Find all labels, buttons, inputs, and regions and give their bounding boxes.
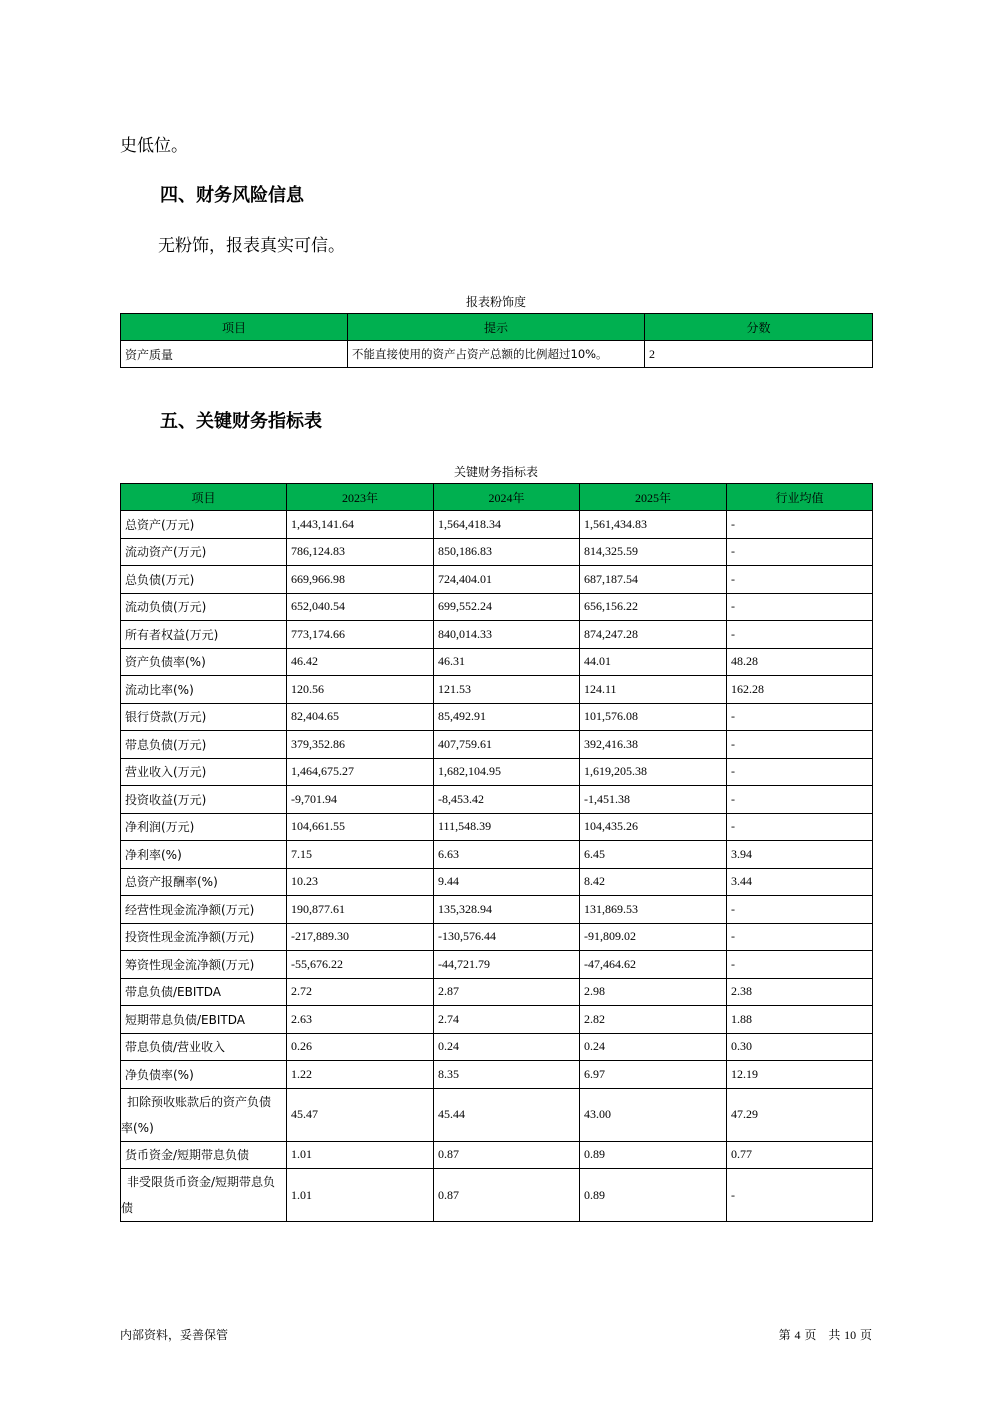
kpi-row-label: 经营性现金流净额(万元) xyxy=(121,896,287,924)
risk-cell-score: 2 xyxy=(645,341,873,368)
table-row xyxy=(121,978,873,1006)
kpi-cell-value: 82,404.65 xyxy=(287,703,434,731)
kpi-row-label: 资产负债率(%) xyxy=(121,648,287,676)
table-row xyxy=(121,341,873,368)
section5-heading: 五、关键财务指标表 xyxy=(160,411,322,432)
kpi-row-label: 扣除预收账款后的资产负债率(%) xyxy=(121,1088,287,1141)
kpi-cell-value: 773,174.66 xyxy=(287,621,434,649)
kpi-table xyxy=(120,483,873,1222)
kpi-row-label: 货币资金/短期带息负债 xyxy=(121,1141,287,1169)
kpi-cell-value: 1.22 xyxy=(287,1061,434,1089)
kpi-cell-value: -130,576.44 xyxy=(434,923,580,951)
kpi-cell-value: - xyxy=(727,951,873,979)
kpi-cell-value: 0.26 xyxy=(287,1033,434,1061)
kpi-row-label: 净利率(%) xyxy=(121,841,287,869)
kpi-row-label: 营业收入(万元) xyxy=(121,758,287,786)
kpi-cell-value: 101,576.08 xyxy=(580,703,727,731)
kpi-cell-value: 407,759.61 xyxy=(434,731,580,759)
table-row xyxy=(121,538,873,566)
table-row xyxy=(121,703,873,731)
kpi-cell-value: 0.24 xyxy=(580,1033,727,1061)
kpi-cell-value: -8,453.42 xyxy=(434,786,580,814)
kpi-table-header-row xyxy=(121,484,873,511)
kpi-cell-value: - xyxy=(727,621,873,649)
kpi-cell-value: - xyxy=(727,538,873,566)
table-row xyxy=(121,758,873,786)
kpi-cell-value: 1.01 xyxy=(287,1169,434,1222)
kpi-cell-value: 1.01 xyxy=(287,1141,434,1169)
kpi-cell-value: 6.63 xyxy=(434,841,580,869)
kpi-row-label: 非受限货币资金/短期带息负债 xyxy=(121,1169,287,1222)
kpi-cell-value: 1,443,141.64 xyxy=(287,511,434,539)
table-row xyxy=(121,511,873,539)
kpi-cell-value: - xyxy=(727,758,873,786)
kpi-cell-value: 190,877.61 xyxy=(287,896,434,924)
kpi-cell-value: -91,809.02 xyxy=(580,923,727,951)
kpi-cell-value: - xyxy=(727,813,873,841)
risk-header-item: 项目 xyxy=(121,314,348,341)
kpi-cell-value: - xyxy=(727,511,873,539)
kpi-row-label: 净利润(万元) xyxy=(121,813,287,841)
table-row xyxy=(121,868,873,896)
page-number xyxy=(779,1326,872,1343)
page-current: 4 xyxy=(794,1328,801,1342)
kpi-cell-value: 12.19 xyxy=(727,1061,873,1089)
kpi-cell-value: 2.72 xyxy=(287,978,434,1006)
kpi-cell-value: 48.28 xyxy=(727,648,873,676)
kpi-cell-value: 7.15 xyxy=(287,841,434,869)
kpi-cell-value: 9.44 xyxy=(434,868,580,896)
kpi-cell-value: 0.89 xyxy=(580,1169,727,1222)
kpi-cell-value: - xyxy=(727,786,873,814)
kpi-cell-value: 10.23 xyxy=(287,868,434,896)
table-row xyxy=(121,1033,873,1061)
risk-cell-hint: 不能直接使用的资产占资产总额的比例超过10%。 xyxy=(348,341,645,368)
kpi-row-label: 流动比率(%) xyxy=(121,676,287,704)
table-row xyxy=(121,786,873,814)
table-row xyxy=(121,1061,873,1089)
kpi-cell-value: 2.87 xyxy=(434,978,580,1006)
kpi-cell-value: 724,404.01 xyxy=(434,566,580,594)
kpi-cell-value: 8.42 xyxy=(580,868,727,896)
page-total: 10 xyxy=(844,1328,857,1342)
kpi-cell-value: 1,682,104.95 xyxy=(434,758,580,786)
kpi-cell-value: 2.82 xyxy=(580,1006,727,1034)
table-row xyxy=(121,731,873,759)
kpi-cell-value: 111,548.39 xyxy=(434,813,580,841)
kpi-cell-value: 850,186.83 xyxy=(434,538,580,566)
kpi-row-label: 净负债率(%) xyxy=(121,1061,287,1089)
kpi-cell-value: 1,561,434.83 xyxy=(580,511,727,539)
kpi-cell-value: 0.89 xyxy=(580,1141,727,1169)
kpi-row-label: 总资产(万元) xyxy=(121,511,287,539)
kpi-row-label: 投资收益(万元) xyxy=(121,786,287,814)
kpi-header-2023: 2023年 xyxy=(287,484,434,511)
kpi-header-2024: 2024年 xyxy=(434,484,580,511)
table-row xyxy=(121,841,873,869)
kpi-cell-value: 874,247.28 xyxy=(580,621,727,649)
kpi-cell-value: 699,552.24 xyxy=(434,593,580,621)
kpi-cell-value: - xyxy=(727,703,873,731)
kpi-cell-value: 0.24 xyxy=(434,1033,580,1061)
kpi-cell-value: 840,014.33 xyxy=(434,621,580,649)
table-row xyxy=(121,923,873,951)
risk-table xyxy=(120,313,873,368)
kpi-cell-value: 131,869.53 xyxy=(580,896,727,924)
section4-heading: 四、财务风险信息 xyxy=(160,185,304,206)
risk-header-score: 分数 xyxy=(645,314,873,341)
kpi-cell-value: 656,156.22 xyxy=(580,593,727,621)
kpi-cell-value: 124.11 xyxy=(580,676,727,704)
kpi-row-label: 带息负债/营业收入 xyxy=(121,1033,287,1061)
table-row xyxy=(121,1141,873,1169)
kpi-cell-value: -55,676.22 xyxy=(287,951,434,979)
table-row xyxy=(121,896,873,924)
kpi-cell-value: 0.30 xyxy=(727,1033,873,1061)
kpi-cell-value: -9,701.94 xyxy=(287,786,434,814)
table-row xyxy=(121,1088,873,1141)
kpi-cell-value: 6.97 xyxy=(580,1061,727,1089)
kpi-cell-value: 45.47 xyxy=(287,1088,434,1141)
kpi-cell-value: 1,564,418.34 xyxy=(434,511,580,539)
kpi-cell-value: -217,889.30 xyxy=(287,923,434,951)
kpi-cell-value: 162.28 xyxy=(727,676,873,704)
kpi-cell-value: 1.88 xyxy=(727,1006,873,1034)
page-prefix: 第 xyxy=(778,1328,791,1342)
kpi-cell-value: 2.98 xyxy=(580,978,727,1006)
kpi-cell-value: 687,187.54 xyxy=(580,566,727,594)
kpi-row-label: 总负债(万元) xyxy=(121,566,287,594)
kpi-cell-value: 135,328.94 xyxy=(434,896,580,924)
kpi-row-label: 带息负债/EBITDA xyxy=(121,978,287,1006)
kpi-cell-value: - xyxy=(727,731,873,759)
kpi-table-caption: 关键财务指标表 xyxy=(453,465,538,479)
kpi-row-label: 筹资性现金流净额(万元) xyxy=(121,951,287,979)
kpi-cell-value: 47.29 xyxy=(727,1088,873,1141)
kpi-cell-value: 3.94 xyxy=(727,841,873,869)
kpi-cell-value: 46.31 xyxy=(434,648,580,676)
table-row xyxy=(121,1006,873,1034)
kpi-cell-value: 652,040.54 xyxy=(287,593,434,621)
section4-body: 无粉饰，报表真实可信。 xyxy=(158,236,345,256)
kpi-cell-value: 2.38 xyxy=(727,978,873,1006)
kpi-cell-value: 85,492.91 xyxy=(434,703,580,731)
table-row xyxy=(121,951,873,979)
kpi-header-2025: 2025年 xyxy=(580,484,727,511)
kpi-cell-value: -1,451.38 xyxy=(580,786,727,814)
kpi-cell-value: 6.45 xyxy=(580,841,727,869)
kpi-cell-value: 45.44 xyxy=(434,1088,580,1141)
kpi-cell-value: - xyxy=(727,896,873,924)
kpi-cell-value: 2.63 xyxy=(287,1006,434,1034)
kpi-cell-value: - xyxy=(727,923,873,951)
kpi-cell-value: 3.44 xyxy=(727,868,873,896)
kpi-cell-value: 0.87 xyxy=(434,1141,580,1169)
kpi-row-label: 投资性现金流净额(万元) xyxy=(121,923,287,951)
table-row xyxy=(121,1169,873,1222)
kpi-cell-value: 121.53 xyxy=(434,676,580,704)
kpi-cell-value: - xyxy=(727,566,873,594)
kpi-cell-value: 104,435.26 xyxy=(580,813,727,841)
risk-table-caption: 报表粉饰度 xyxy=(465,295,526,309)
table-row xyxy=(121,648,873,676)
kpi-cell-value: -44,721.79 xyxy=(434,951,580,979)
risk-header-hint: 提示 xyxy=(348,314,645,341)
kpi-cell-value: 44.01 xyxy=(580,648,727,676)
kpi-cell-value: 379,352.86 xyxy=(287,731,434,759)
kpi-cell-value: 120.56 xyxy=(287,676,434,704)
kpi-cell-value: 43.00 xyxy=(580,1088,727,1141)
table-row xyxy=(121,593,873,621)
kpi-cell-value: 814,325.59 xyxy=(580,538,727,566)
kpi-header-industry-avg: 行业均值 xyxy=(727,484,873,511)
kpi-row-label: 短期带息负债/EBITDA xyxy=(121,1006,287,1034)
kpi-cell-value: - xyxy=(727,1169,873,1222)
kpi-cell-value: 104,661.55 xyxy=(287,813,434,841)
kpi-cell-value: 1,464,675.27 xyxy=(287,758,434,786)
kpi-row-label: 银行贷款(万元) xyxy=(121,703,287,731)
intro-fragment: 史低位。 xyxy=(120,136,188,156)
kpi-cell-value: 8.35 xyxy=(434,1061,580,1089)
kpi-cell-value: - xyxy=(727,593,873,621)
kpi-row-label: 流动资产(万元) xyxy=(121,538,287,566)
table-row xyxy=(121,813,873,841)
table-row xyxy=(121,676,873,704)
page-middle: 页 共 xyxy=(804,1328,841,1342)
kpi-row-label: 流动负债(万元) xyxy=(121,593,287,621)
page-suffix: 页 xyxy=(859,1328,872,1342)
kpi-cell-value: 1,619,205.38 xyxy=(580,758,727,786)
kpi-row-label: 总资产报酬率(%) xyxy=(121,868,287,896)
table-row xyxy=(121,621,873,649)
risk-table-header-row xyxy=(121,314,873,341)
kpi-cell-value: 0.87 xyxy=(434,1169,580,1222)
footer-note: 内部资料，妥善保管 xyxy=(120,1328,229,1342)
kpi-cell-value: 669,966.98 xyxy=(287,566,434,594)
kpi-cell-value: 0.77 xyxy=(727,1141,873,1169)
kpi-cell-value: -47,464.62 xyxy=(580,951,727,979)
kpi-cell-value: 2.74 xyxy=(434,1006,580,1034)
kpi-cell-value: 392,416.38 xyxy=(580,731,727,759)
risk-cell-item: 资产质量 xyxy=(121,341,348,368)
kpi-cell-value: 786,124.83 xyxy=(287,538,434,566)
kpi-row-label: 所有者权益(万元) xyxy=(121,621,287,649)
table-row xyxy=(121,566,873,594)
kpi-header-item: 项目 xyxy=(121,484,287,511)
kpi-cell-value: 46.42 xyxy=(287,648,434,676)
kpi-row-label: 带息负债(万元) xyxy=(121,731,287,759)
